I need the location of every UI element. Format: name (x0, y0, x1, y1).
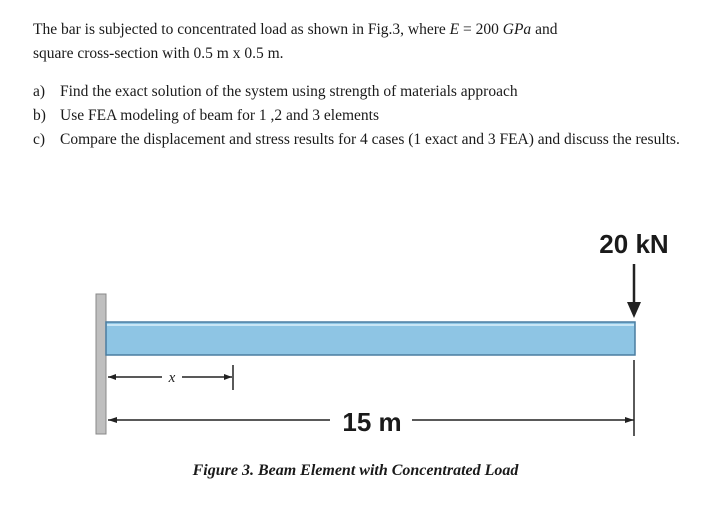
x-label: x (168, 370, 176, 386)
length-arrow-left (108, 417, 117, 423)
question-text: Compare the displacement and stress results for 4 cases (1 exact and 3 FEA) and discuss the results. (60, 131, 680, 148)
question-letter: b) (33, 107, 46, 124)
length-arrow-right (625, 417, 634, 423)
question-letter: c) (33, 131, 46, 148)
modulus-value: = 200 (459, 21, 503, 38)
question-text: Find the exact solution of the system using strength of materials approach (60, 83, 518, 100)
x-arrow-left (108, 374, 116, 380)
fixed-wall (96, 294, 106, 434)
length-label: 15 m (342, 407, 402, 437)
intro-text: The bar is subjected to concentrated load as shown in Fig.3, where (33, 21, 450, 38)
load-label: 20 kN (599, 229, 669, 259)
figure-caption: Figure 3. Beam Element with Concentrated Load (192, 462, 519, 479)
beam (106, 322, 635, 355)
question-letter: a) (33, 83, 46, 100)
x-arrow-right (224, 374, 232, 380)
intro-line-2: square cross-section with 0.5 m x 0.5 m. (33, 45, 284, 62)
intro-text-end: and (531, 21, 558, 38)
modulus-symbol: E (449, 21, 460, 38)
question-text: Use FEA modeling of beam for 1 ,2 and 3 elements (60, 107, 379, 124)
modulus-unit: GPa (502, 21, 532, 38)
load-arrow-head (627, 302, 641, 318)
